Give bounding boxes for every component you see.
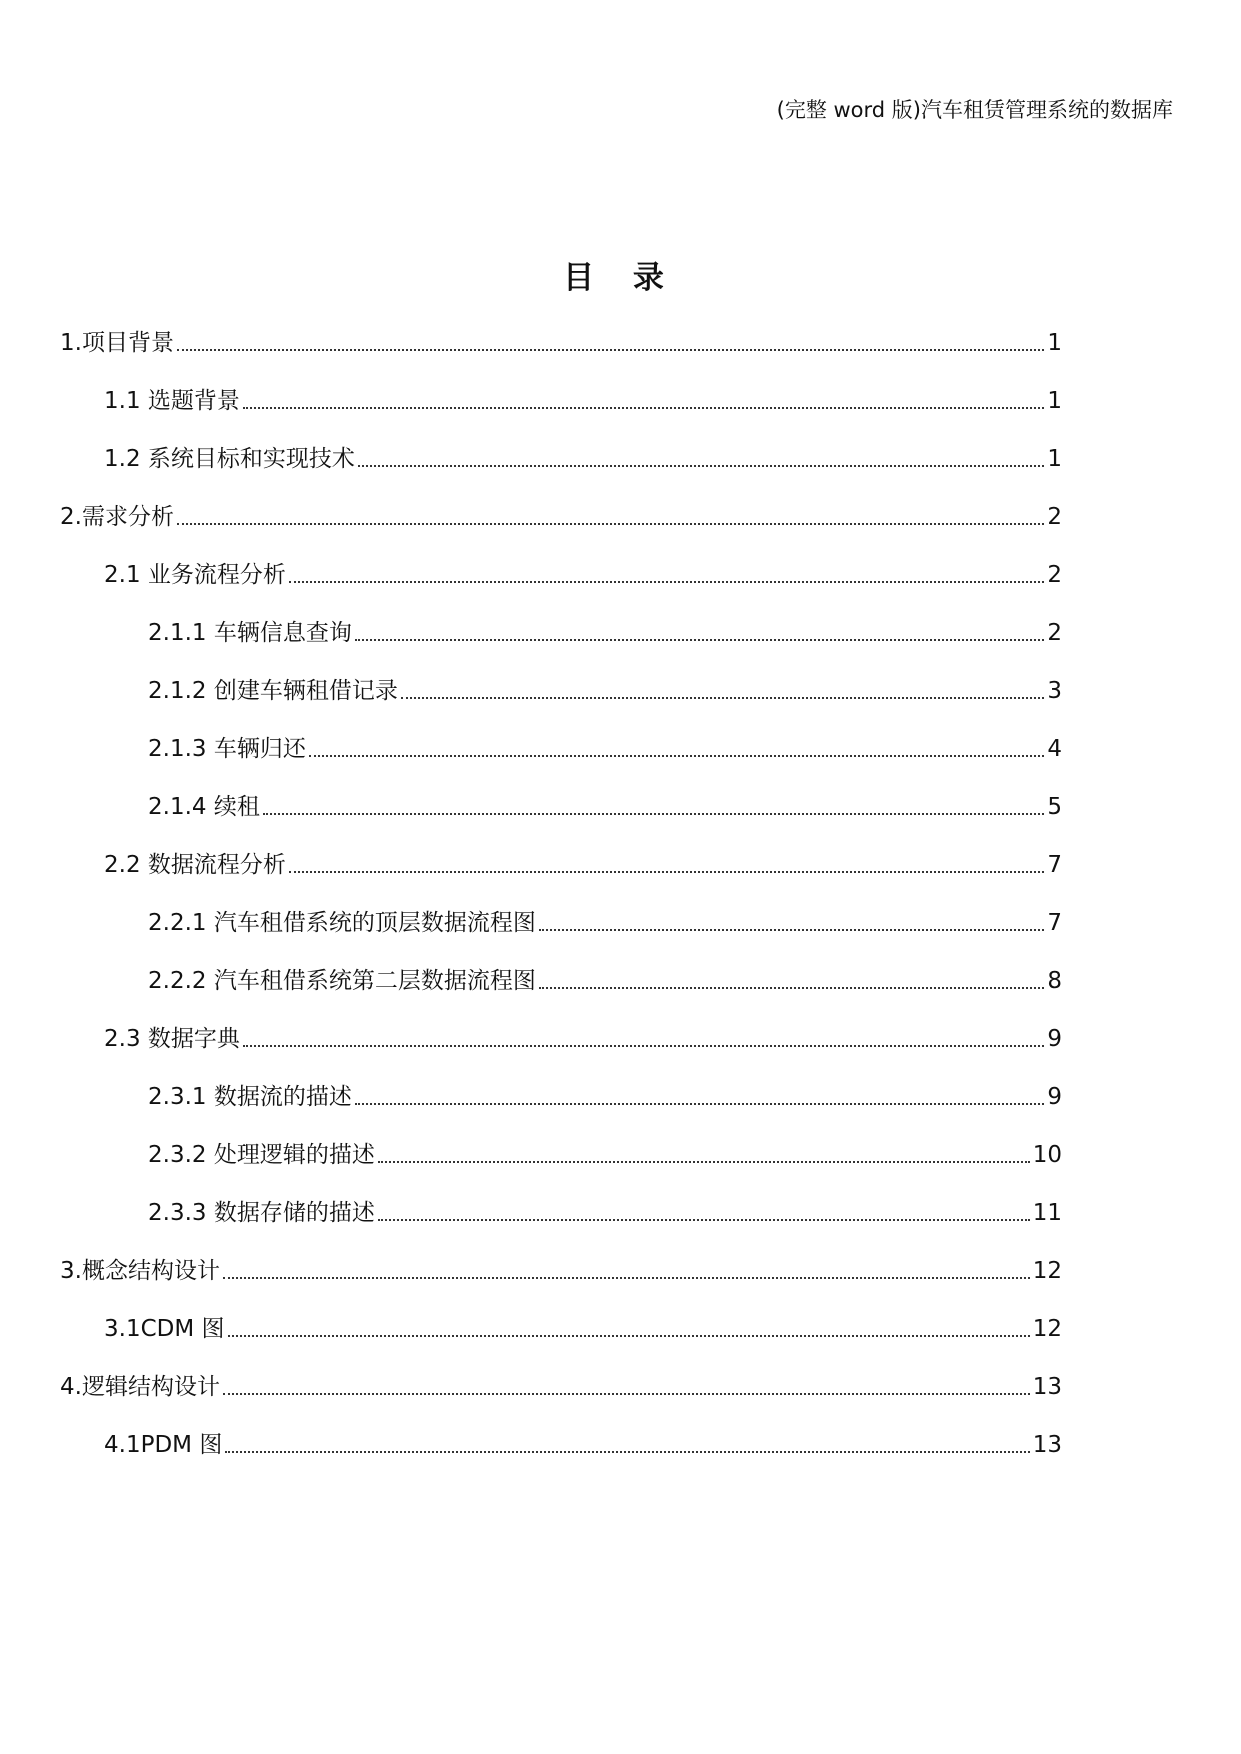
dot-leader [177, 519, 1044, 525]
toc-entry[interactable] [0, 898, 1241, 938]
toc-entry-label: 2.1 业务流程分析 [104, 562, 286, 588]
toc-entry-page: 1 [1047, 446, 1062, 472]
toc-title: 目 录 [563, 260, 678, 296]
toc-entry-page: 2 [1047, 562, 1062, 588]
toc-entry[interactable] [0, 1072, 1241, 1112]
toc-entry-page: 8 [1047, 968, 1062, 994]
dot-leader [401, 693, 1045, 699]
toc-entry-label: 2.3.3 数据存储的描述 [148, 1200, 375, 1226]
toc-entry-label: 2.1.3 车辆归还 [148, 736, 306, 762]
toc-entry-page: 1 [1047, 388, 1062, 414]
toc-entry[interactable] [0, 1014, 1241, 1054]
toc-entry-page: 10 [1032, 1142, 1062, 1168]
toc-entry[interactable] [0, 1246, 1241, 1286]
toc-entry-label: 1.1 选题背景 [104, 388, 240, 414]
toc-entry-label: 1.项目背景 [60, 330, 174, 356]
toc-entry-page: 9 [1047, 1026, 1062, 1052]
toc-entry-page: 2 [1047, 620, 1062, 646]
toc-entry[interactable] [0, 840, 1241, 880]
toc-entry-label: 1.2 系统目标和实现技术 [104, 446, 355, 472]
dot-leader [355, 635, 1045, 641]
dot-leader [289, 867, 1044, 873]
toc-entry-page: 13 [1032, 1432, 1062, 1458]
toc-entry-label: 2.1.1 车辆信息查询 [148, 620, 352, 646]
dot-leader [243, 403, 1044, 409]
toc-entry-label: 2.1.4 续租 [148, 794, 260, 820]
dot-leader [289, 577, 1044, 583]
dot-leader [378, 1157, 1030, 1163]
toc-entry-label: 2.3.1 数据流的描述 [148, 1084, 352, 1110]
toc-entry[interactable] [0, 1130, 1241, 1170]
toc-entry-page: 5 [1047, 794, 1062, 820]
dot-leader [263, 809, 1045, 815]
toc-entry[interactable] [0, 608, 1241, 648]
toc-entry-label: 2.2 数据流程分析 [104, 852, 286, 878]
toc-entry-page: 3 [1047, 678, 1062, 704]
toc-entry[interactable] [0, 318, 1241, 358]
dot-leader [355, 1099, 1045, 1105]
dot-leader [539, 983, 1045, 989]
toc-entry-label: 2.3 数据字典 [104, 1026, 240, 1052]
dot-leader [223, 1389, 1030, 1395]
dot-leader [378, 1215, 1030, 1221]
toc-entry-page: 1 [1047, 330, 1062, 356]
dot-leader [225, 1447, 1029, 1453]
toc-entry[interactable] [0, 724, 1241, 764]
toc-entry-page: 13 [1032, 1374, 1062, 1400]
toc-entry-page: 7 [1047, 852, 1062, 878]
toc-entry-label: 3.概念结构设计 [60, 1258, 220, 1284]
toc-entry-page: 7 [1047, 910, 1062, 936]
dot-leader [309, 751, 1045, 757]
toc-entry[interactable] [0, 376, 1241, 416]
toc-entry[interactable] [0, 1362, 1241, 1402]
dot-leader [243, 1041, 1044, 1047]
toc-entry[interactable] [0, 1304, 1241, 1344]
toc-entry-page: 12 [1032, 1316, 1062, 1342]
toc-entry-page: 11 [1032, 1200, 1062, 1226]
toc-entry[interactable] [0, 666, 1241, 706]
toc-entry[interactable] [0, 956, 1241, 996]
toc-entry[interactable] [0, 492, 1241, 532]
toc-entry-label: 2.1.2 创建车辆租借记录 [148, 678, 398, 704]
toc-entry[interactable] [0, 782, 1241, 822]
toc-entry-label: 2.3.2 处理逻辑的描述 [148, 1142, 375, 1168]
toc-entry-label: 4.1PDM 图 [104, 1432, 223, 1458]
dot-leader [358, 461, 1044, 467]
toc-entry-label: 3.1CDM 图 [104, 1316, 225, 1342]
toc-entry-page: 9 [1047, 1084, 1062, 1110]
dot-leader [223, 1273, 1030, 1279]
dot-leader [539, 925, 1045, 931]
toc-entry[interactable] [0, 550, 1241, 590]
toc-entry[interactable] [0, 1420, 1241, 1460]
toc-entry-page: 4 [1047, 736, 1062, 762]
toc-entry-label: 2.2.1 汽车租借系统的顶层数据流程图 [148, 910, 536, 936]
dot-leader [228, 1331, 1030, 1337]
page-header: (完整 word 版)汽车租赁管理系统的数据库 [776, 98, 1173, 122]
toc-entry-page: 2 [1047, 504, 1062, 530]
toc-entry[interactable] [0, 434, 1241, 474]
toc-entry-label: 2.2.2 汽车租借系统第二层数据流程图 [148, 968, 536, 994]
toc-entry[interactable] [0, 1188, 1241, 1228]
toc-entry-label: 4.逻辑结构设计 [60, 1374, 220, 1400]
toc-entry-label: 2.需求分析 [60, 504, 174, 530]
dot-leader [177, 345, 1044, 351]
toc-entry-page: 12 [1032, 1258, 1062, 1284]
